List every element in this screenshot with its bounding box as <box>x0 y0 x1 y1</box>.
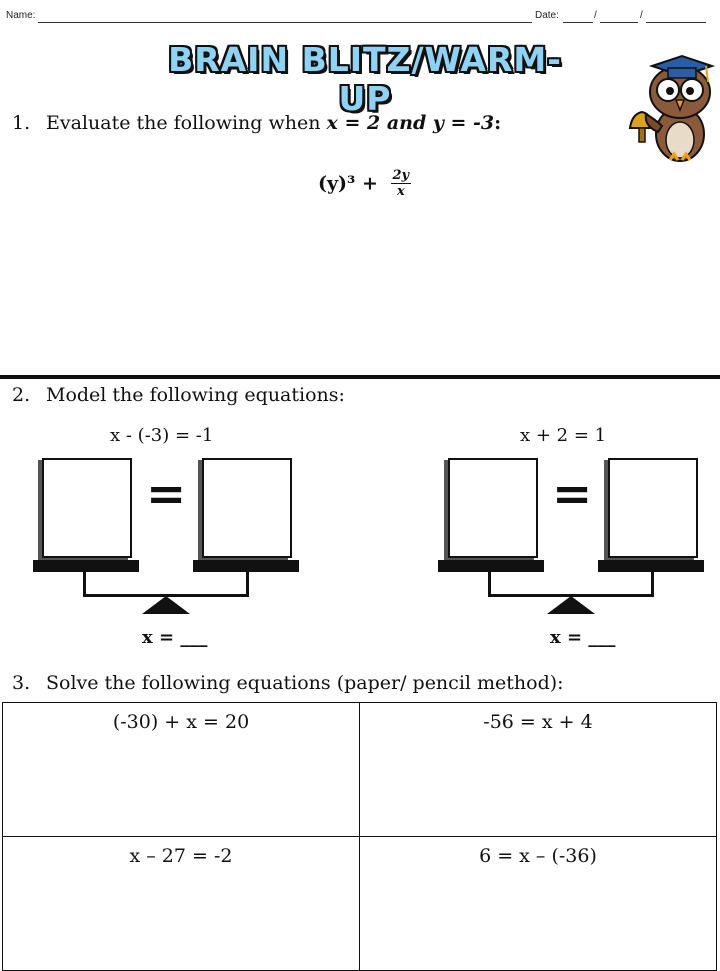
right-equation: x + 2 = 1 <box>520 425 607 446</box>
right-balance-beam <box>488 572 654 597</box>
right-answer[interactable]: x = ___ <box>550 627 616 648</box>
name-field[interactable] <box>38 22 532 23</box>
name-label: Name: <box>6 10 36 21</box>
left-answer[interactable]: x = ___ <box>142 627 208 648</box>
section-divider <box>0 375 720 379</box>
date-year-field[interactable] <box>646 22 706 23</box>
question-3-text: Solve the following equations (paper/ pencil method): <box>46 672 564 694</box>
date-day-field[interactable] <box>600 22 638 23</box>
left-balance-fulcrum <box>142 596 190 614</box>
question-1-colon: : <box>494 112 502 134</box>
left-balance-left-box[interactable] <box>42 458 132 558</box>
left-balance-pan-right <box>193 560 299 572</box>
question-number: 3. <box>12 672 31 694</box>
left-balance-equals: = <box>146 466 187 522</box>
right-balance-left-box[interactable] <box>448 458 538 558</box>
question-1-work-area[interactable] <box>0 215 720 370</box>
question-3 <box>12 672 564 694</box>
fraction-denominator: x <box>396 184 405 199</box>
question-number: 1. <box>12 112 31 134</box>
expression-fraction <box>391 168 412 199</box>
right-balance-right-box[interactable] <box>608 458 698 558</box>
question-2-text: Model the following equations: <box>46 384 345 406</box>
question-number: 2. <box>12 384 31 406</box>
question-2 <box>12 384 345 406</box>
date-month-field[interactable] <box>563 22 593 23</box>
question-1-expression <box>318 168 411 199</box>
fraction-numerator: 2y <box>392 168 410 183</box>
right-balance-pan-left <box>438 560 544 572</box>
right-balance-fulcrum <box>547 596 595 614</box>
date-separator: / <box>594 10 597 21</box>
equation-cell[interactable]: x – 27 = -2 <box>3 837 360 971</box>
equations-table <box>2 702 717 971</box>
table-row <box>3 837 717 971</box>
page-title: BRAIN BLITZ/WARM-UP <box>168 40 562 118</box>
equation-cell[interactable]: 6 = x – (-36) <box>360 837 717 971</box>
date-label: Date: <box>535 10 559 21</box>
owl-graduate-icon <box>622 36 716 170</box>
date-separator: / <box>640 10 643 21</box>
equation-cell[interactable]: (-30) + x = 20 <box>3 703 360 837</box>
question-1-text: Evaluate the following when <box>46 112 327 134</box>
question-1 <box>12 112 501 134</box>
question-1-condition: x = 2 and y = -3 <box>326 112 495 134</box>
left-balance-pan-left <box>33 560 139 572</box>
right-balance-equals: = <box>552 466 593 522</box>
left-equation: x - (-3) = -1 <box>110 425 214 446</box>
right-balance-pan-right <box>598 560 704 572</box>
equation-cell[interactable]: -56 = x + 4 <box>360 703 717 837</box>
table-row <box>3 703 717 837</box>
expression-base: (y)³ + <box>318 172 378 195</box>
left-balance-beam <box>83 572 249 597</box>
left-balance-right-box[interactable] <box>202 458 292 558</box>
